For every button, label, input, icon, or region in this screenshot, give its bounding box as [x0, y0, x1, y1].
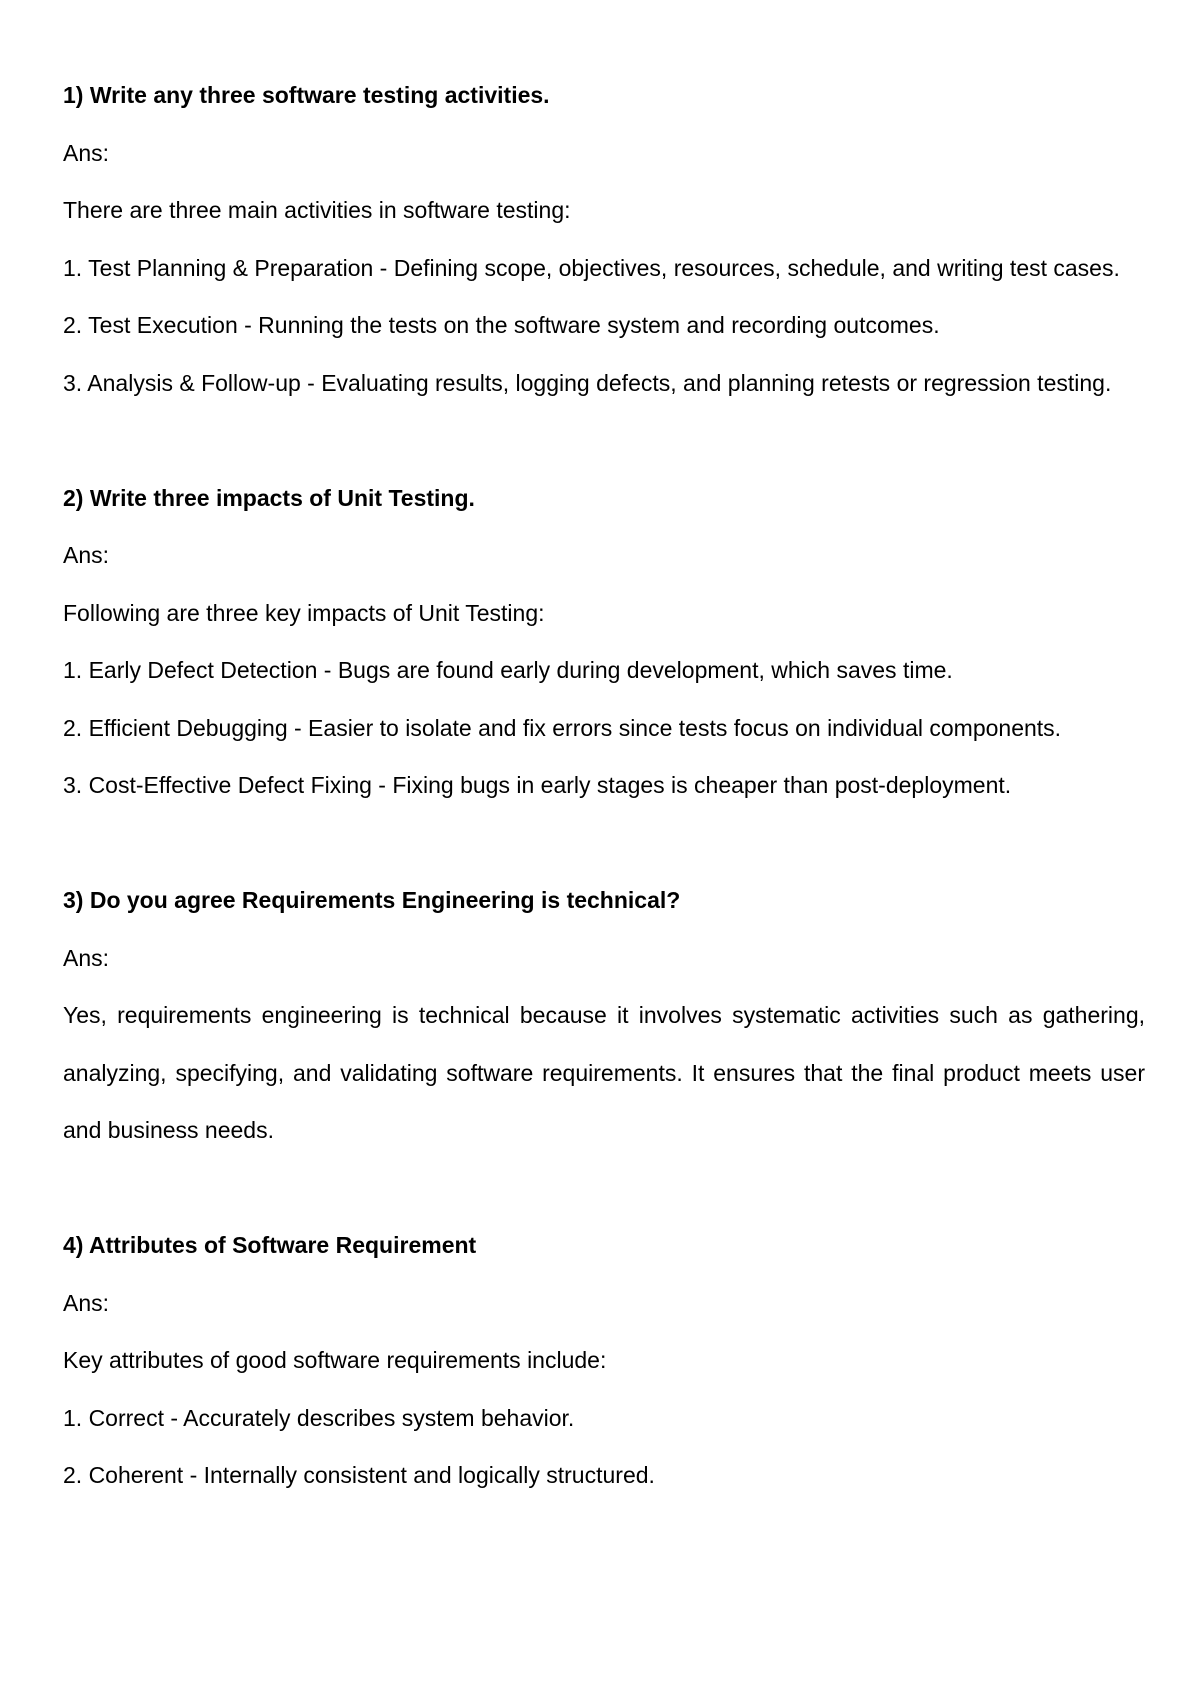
question-4-title: 4) Attributes of Software Requirement	[63, 1232, 477, 1258]
question-4-intro: Key attributes of good software requirements include:	[63, 1347, 607, 1373]
question-2-item-1: 1. Early Defect Detection - Bugs are found early during development, which saves time.	[63, 657, 953, 683]
question-2	[63, 470, 1145, 815]
question-1-title: 1) Write any three software testing activities.	[63, 82, 550, 108]
question-1-ans-label: Ans:	[63, 139, 110, 166]
question-1-item-3: 3. Analysis & Follow-up - Evaluating results, logging defects, and planning retests or regression testing.	[63, 369, 1112, 396]
question-4-item-1: 1. Correct - Accurately describes system behavior.	[63, 1404, 575, 1431]
question-3-title: 3) Do you agree Requirements Engineering is technical?	[63, 887, 681, 913]
document-content	[63, 67, 1145, 1505]
question-2-item-2: 2. Efficient Debugging - Easier to isolate and fix errors since tests focus on individual components.	[63, 714, 1062, 741]
question-2-ans-label: Ans:	[63, 542, 110, 568]
section-spacer	[63, 1160, 1145, 1218]
question-1-intro: There are three main activities in software testing:	[63, 197, 571, 223]
section-spacer	[63, 412, 1145, 470]
question-2-intro: Following are three key impacts of Unit Testing:	[63, 599, 545, 626]
question-4	[63, 1217, 1145, 1505]
question-2-title: 2) Write three impacts of Unit Testing.	[63, 484, 475, 511]
question-2-item-3: 3. Cost-Effective Defect Fixing - Fixing bugs in early stages is cheaper than post-deployment.	[63, 772, 1012, 798]
question-3-ans-label: Ans:	[63, 944, 110, 971]
question-3-paragraph: Yes, requirements engineering is technical because it involves systematic activities such as gathering, analyzing, specifying, and validating software requirements. It ensures that the final product meets user and business needs.	[63, 1002, 1145, 1143]
question-3	[63, 872, 1145, 1160]
question-4-ans-label: Ans:	[63, 1289, 110, 1316]
section-spacer	[63, 815, 1145, 873]
question-1-item-1: 1. Test Planning & Preparation - Defining scope, objectives, resources, schedule, and writing test cases.	[63, 254, 1120, 281]
question-4-item-2: 2. Coherent - Internally consistent and logically structured.	[63, 1462, 655, 1488]
question-1	[63, 67, 1145, 412]
question-1-item-2: 2. Test Execution - Running the tests on the software system and recording outcomes.	[63, 312, 940, 338]
